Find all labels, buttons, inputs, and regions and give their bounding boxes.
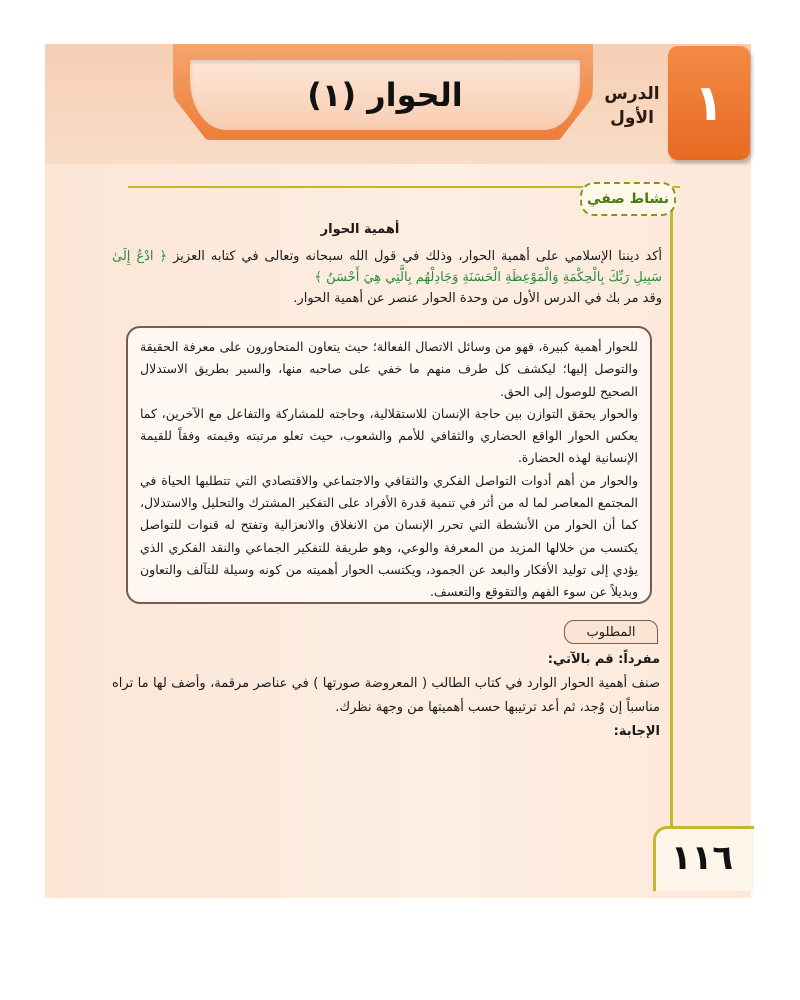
lesson-label-line2: الأول bbox=[610, 108, 654, 128]
intro-sentence: أكد ديننا الإسلامي على أهمية الحوار، وذلك في قول الله سبحانه وتعالى في كتابه العزيز bbox=[173, 249, 662, 264]
task-instruction: صنف أهمية الحوار الوارد في كتاب الطالب ( المعروضة صورتها ) في عناصر مرقمة، وأضف لها ما تراه مناسباً إن وُجد، ثم أعد ترتيبها حسب أهميتها من وجهة نظرك. bbox=[112, 676, 660, 715]
paragraph: والحوار يحقق التوازن بين حاجة الإنسان للاستقلالية، وحاجته للمشاركة والتفاعل مع الآخرين، كما يعكس الحوار الواقع الحضاري والثقافي للأمم والشعوب، حيث تعلو مرتبته وقيمته وفقاً للقيمة الإنسانية لهذه الحضارة. bbox=[140, 405, 638, 466]
task-section bbox=[112, 648, 660, 744]
required-tab: المطلوب bbox=[564, 620, 658, 644]
lesson-label-line1: الدرس bbox=[604, 84, 660, 104]
paragraph: للحوار أهمية كبيرة، فهو من وسائل الاتصال الفعالة؛ حيث يتعاون المتحاورون على معرفة الحقيقة والتوصل إليها؛ ليكشف كل طرف منهم ما خفي على صاحبه منها، والسير بطريق الاستدلال الصحيح للوصول إلى الحق. bbox=[140, 339, 638, 399]
task-mode: مفرداً: قم بالآتي: bbox=[547, 652, 660, 667]
side-rule bbox=[670, 186, 673, 826]
title-panel bbox=[190, 60, 580, 130]
lesson-number: ١ bbox=[693, 74, 725, 132]
lesson-number-box bbox=[668, 46, 750, 160]
activity-tag: نشاط صفي bbox=[580, 182, 676, 216]
intro-closing: وقد مر بك في الدرس الأول من وحدة الحوار عنصر عن أهمية الحوار. bbox=[293, 291, 662, 306]
page-title: الحوار (١) bbox=[307, 76, 463, 114]
quran-verse: ﴿ ادْعُ إِلَىٰ سَبِيلِ رَبِّكَ بِالْحِكْمَةِ وَالْمَوْعِظَةِ الْحَسَنَةِ وَجَادِلْهُم بِالَّتِي هِيَ أَحْسَنُ ﴾ bbox=[112, 249, 662, 285]
page-number: ١١٦ bbox=[670, 838, 734, 878]
importance-box bbox=[126, 326, 652, 604]
section-heading: أهمية الحوار bbox=[320, 222, 400, 237]
intro-text bbox=[112, 246, 662, 309]
lesson-label bbox=[598, 82, 666, 130]
paragraph: والحوار من أهم أدوات التواصل الفكري والثقافي والاجتماعي والاقتصادي التي تتطلبها الحياة في المجتمع المعاصر لما له من أثر في تنمية قدرة الأفراد على التفكير المشترك والتحليل والاستدلال، كما أن الحوار من الأنشطة التي تحرر الإنسان من الانغلاق والانعزالية وتفتح له قنوات للتواصل يكتسب من خلالها المزيد من المعرفة والوعي، وهو طريقة للتفكير الجماعي والنقد الفكري الذي يؤدي إلى توليد الأفكار والبعد عن الجمود، ويكتسب الحوار أهميته من كونه وسيلة للتآلف والتعاون وبديلاً عن سوء الفهم والتقوقع والتعسف. bbox=[140, 472, 638, 600]
answer-label: الإجابة: bbox=[613, 724, 660, 739]
